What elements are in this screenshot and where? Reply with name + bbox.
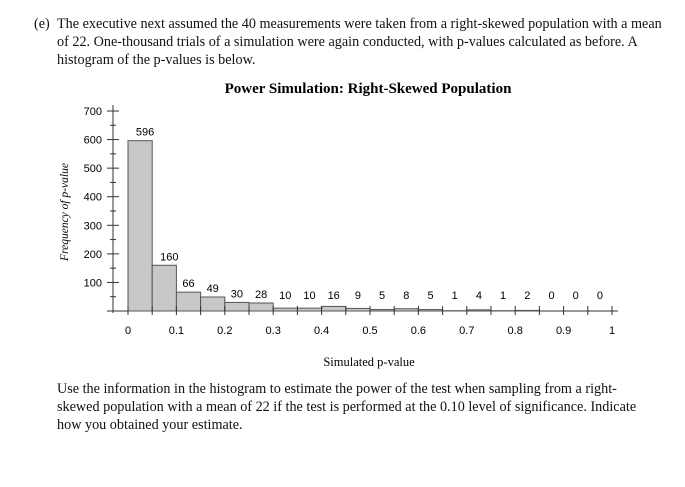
histogram-bar — [467, 310, 491, 311]
bar-data-label: 49 — [206, 283, 219, 295]
x-tick-label: 0.5 — [362, 325, 378, 337]
part-e-text: The executive next assumed the 40 measurements were taken from a right-skewed population with a mean of 22. One-thousand trials of a simulation were again conducted, with p-values calculated as before. A histogram of the p-values is below. — [57, 16, 662, 68]
histogram-bar — [152, 265, 176, 311]
bar-data-label: 16 — [327, 290, 340, 302]
bar-data-label: 2 — [524, 290, 531, 302]
part-label: (e) — [34, 16, 50, 32]
histogram-bar — [370, 310, 394, 311]
histogram-bar — [515, 310, 539, 311]
x-axis-label: Simulated p-value — [323, 355, 415, 369]
y-tick-label: 700 — [83, 106, 102, 118]
y-axis-label-group — [59, 163, 71, 262]
bar-data-label: 160 — [160, 251, 179, 264]
question-text: Use the information in the histogram to estimate the power of the test when sampling from a right-skewed population with a mean of 22 if the test is performed at the 0.10 level of significance. Indicate how you obtained your estimate. — [57, 381, 637, 433]
x-tick-label: 1 — [608, 325, 616, 337]
histogram-bar — [249, 303, 273, 311]
bar-data-label: 10 — [279, 290, 292, 302]
histogram-bar — [273, 308, 297, 311]
histogram-bar — [418, 310, 442, 311]
y-tick-label: 200 — [83, 248, 102, 261]
bar-data-label: 5 — [379, 290, 386, 302]
bar-data-label: 1 — [500, 290, 507, 302]
histogram-bar — [128, 141, 152, 311]
bar-data-label: 28 — [254, 289, 268, 301]
bar-data-label: 1 — [451, 290, 458, 302]
bar-data-label: 0 — [548, 290, 555, 302]
y-tick-label: 400 — [83, 191, 102, 204]
bar-data-label: 10 — [303, 290, 316, 302]
x-tick-label: 0.7 — [459, 325, 475, 337]
y-tick-label: 500 — [83, 163, 102, 176]
bar-data-label: 9 — [354, 290, 361, 302]
histogram-bar — [297, 308, 321, 311]
bar-data-label: 8 — [403, 290, 410, 302]
histogram-bar — [176, 292, 200, 311]
histogram-bar — [225, 302, 249, 311]
x-tick-label: 0.8 — [507, 325, 523, 337]
bar-data-label: 5 — [427, 290, 434, 302]
histogram-bar — [346, 308, 370, 311]
x-tick-label: 0.6 — [410, 325, 427, 337]
bar-data-label: 0 — [572, 290, 579, 302]
chart-title: Power Simulation: Right-Skewed Population — [224, 81, 512, 97]
y-axis-label: Frequency of p-value — [59, 163, 71, 261]
x-tick-label: 0.3 — [265, 325, 281, 337]
histogram-bar — [322, 306, 346, 311]
bar-data-label: 0 — [596, 290, 603, 302]
x-tick-label: 0.2 — [217, 325, 233, 337]
x-tick-label: 0.9 — [555, 325, 572, 337]
y-tick-label: 300 — [83, 220, 102, 233]
question-paragraph — [57, 380, 657, 434]
x-tick-label: 0.4 — [313, 325, 330, 337]
x-tick-label: 0.1 — [168, 325, 185, 337]
histogram-bar — [201, 297, 225, 311]
x-tick-label: 0 — [124, 325, 132, 337]
bar-data-label: 4 — [475, 290, 482, 302]
y-tick-label: 100 — [83, 277, 102, 290]
histogram-bar — [394, 309, 418, 311]
bar-data-label: 30 — [230, 288, 244, 301]
bar-data-label: 596 — [135, 126, 155, 139]
bar-data-label: 66 — [182, 278, 195, 291]
data-labels — [136, 127, 603, 302]
y-tick-label: 600 — [83, 134, 102, 147]
